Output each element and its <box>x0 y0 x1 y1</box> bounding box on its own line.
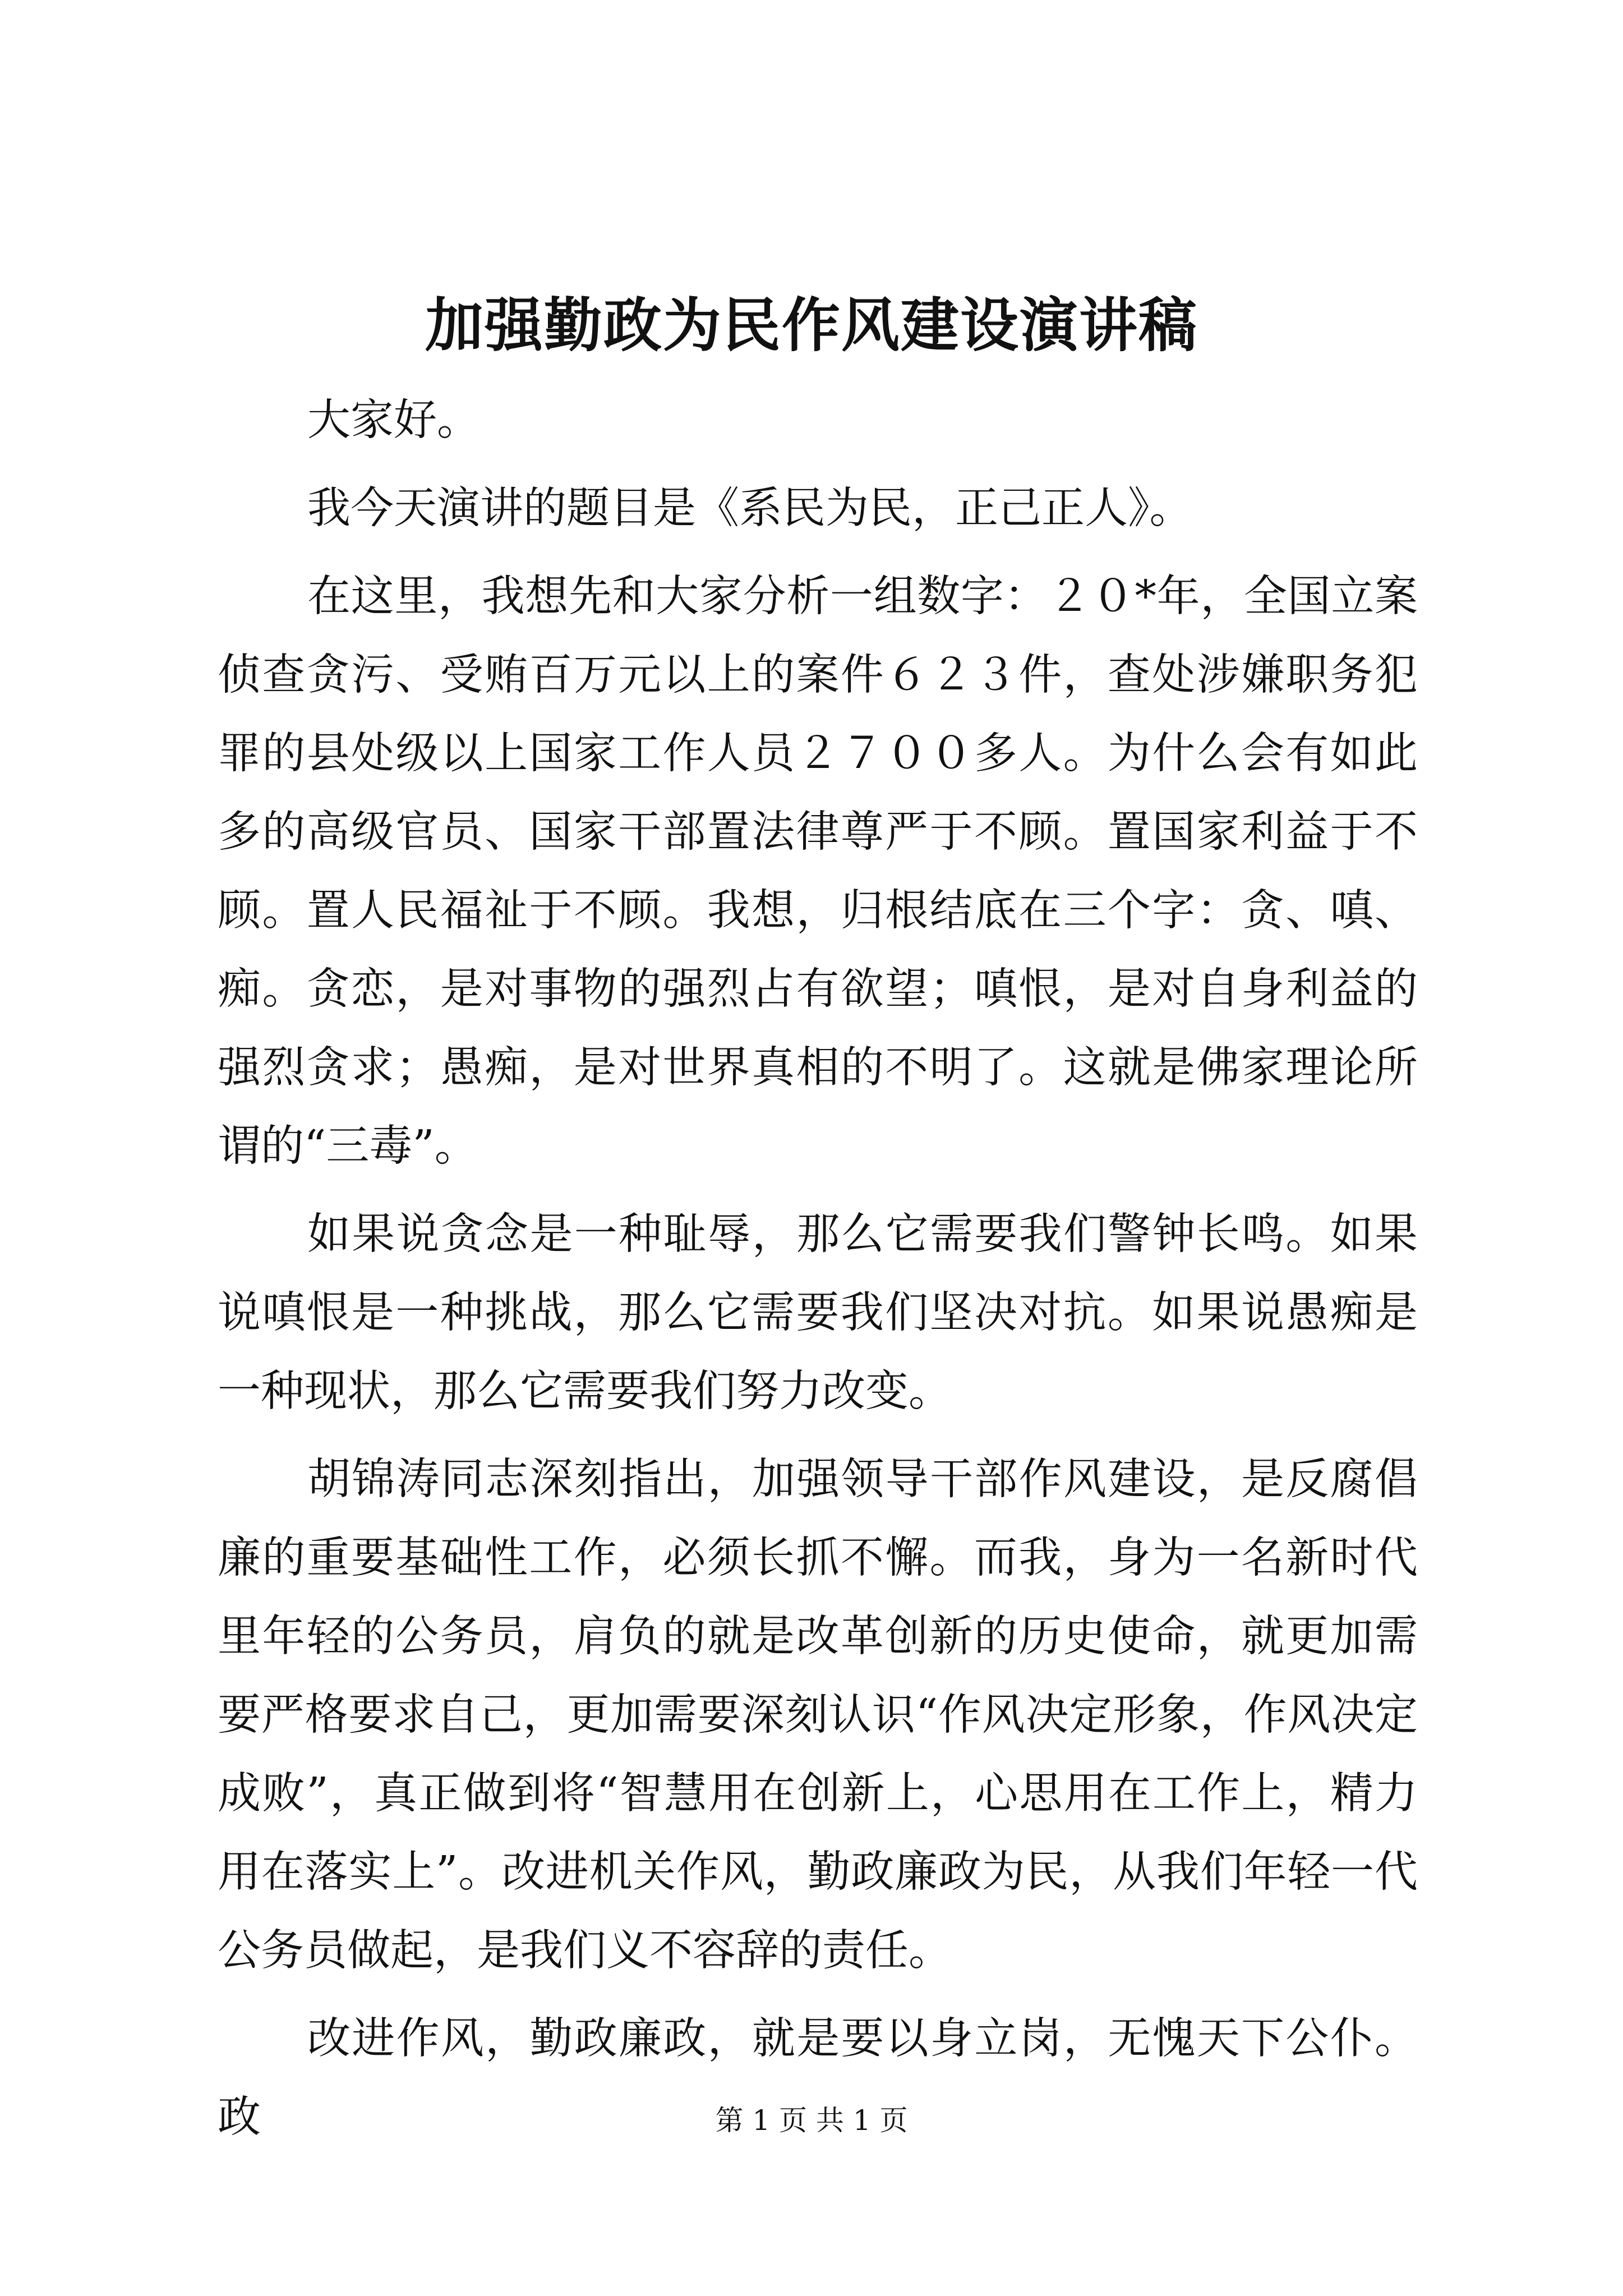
page-footer: 第 1 页 共 1 页 <box>715 2104 908 2137</box>
paragraph-work-style: 胡锦涛同志深刻指出，加强领导干部作风建设，是反腐倡廉的重要基础性工作，必须长抓不懈。而我，身为一名新时代里年轻的公务员，肩负的就是改革创新的历史使命，就更加需要严格要求自己，更加需要深刻认识“作风决定形象，作风决定成败”，真正做到将“智慧用在创新上，心思用在工作上，精力用在落实上”。改进机关作风，勤政廉政为民，从我们年轻一代公务员做起，是我们义不容辞的责任。 <box>218 1455 1418 1976</box>
paragraph-improve-style: 改进作风，勤政廉政，就是要以身立岗，无愧天下公仆。政 <box>218 2014 1418 2142</box>
paragraph-statistics: 在这里，我想先和大家分析一组数字：２０*年，全国立案侦查贪污、受贿百万元以上的案件６２３件，查处涉嫌职务犯罪的县处级以上国家工作人员２７００多人。为什么会有如此多的高级官员、国家干部置法律尊严于不顾。置国家利益于不顾。置人民福祉于不顾。我想，归根结底在三个字：贪、嗔、痴。贪恋，是对事物的强烈占有欲望；嗔恨，是对自身利益的强烈贪求；愚痴，是对世界真相的不明了。这就是佛家理论所谓的“三毒”。 <box>218 572 1418 1171</box>
document-body <box>218 381 1418 2166</box>
paragraph-topic: 我今天演讲的题目是《系民为民，正己正人》。 <box>307 484 1193 533</box>
paragraph-greeting: 大家好。 <box>307 395 480 445</box>
document-title: 加强勤政为民作风建设演讲稿 <box>425 291 1198 360</box>
paragraph-three-poisons: 如果说贪念是一种耻辱，那么它需要我们警钟长鸣。如果说嗔恨是一种挑战，那么它需要我们坚决对抗。如果说愚痴是一种现状，那么它需要我们努力改变。 <box>218 1209 1418 1416</box>
